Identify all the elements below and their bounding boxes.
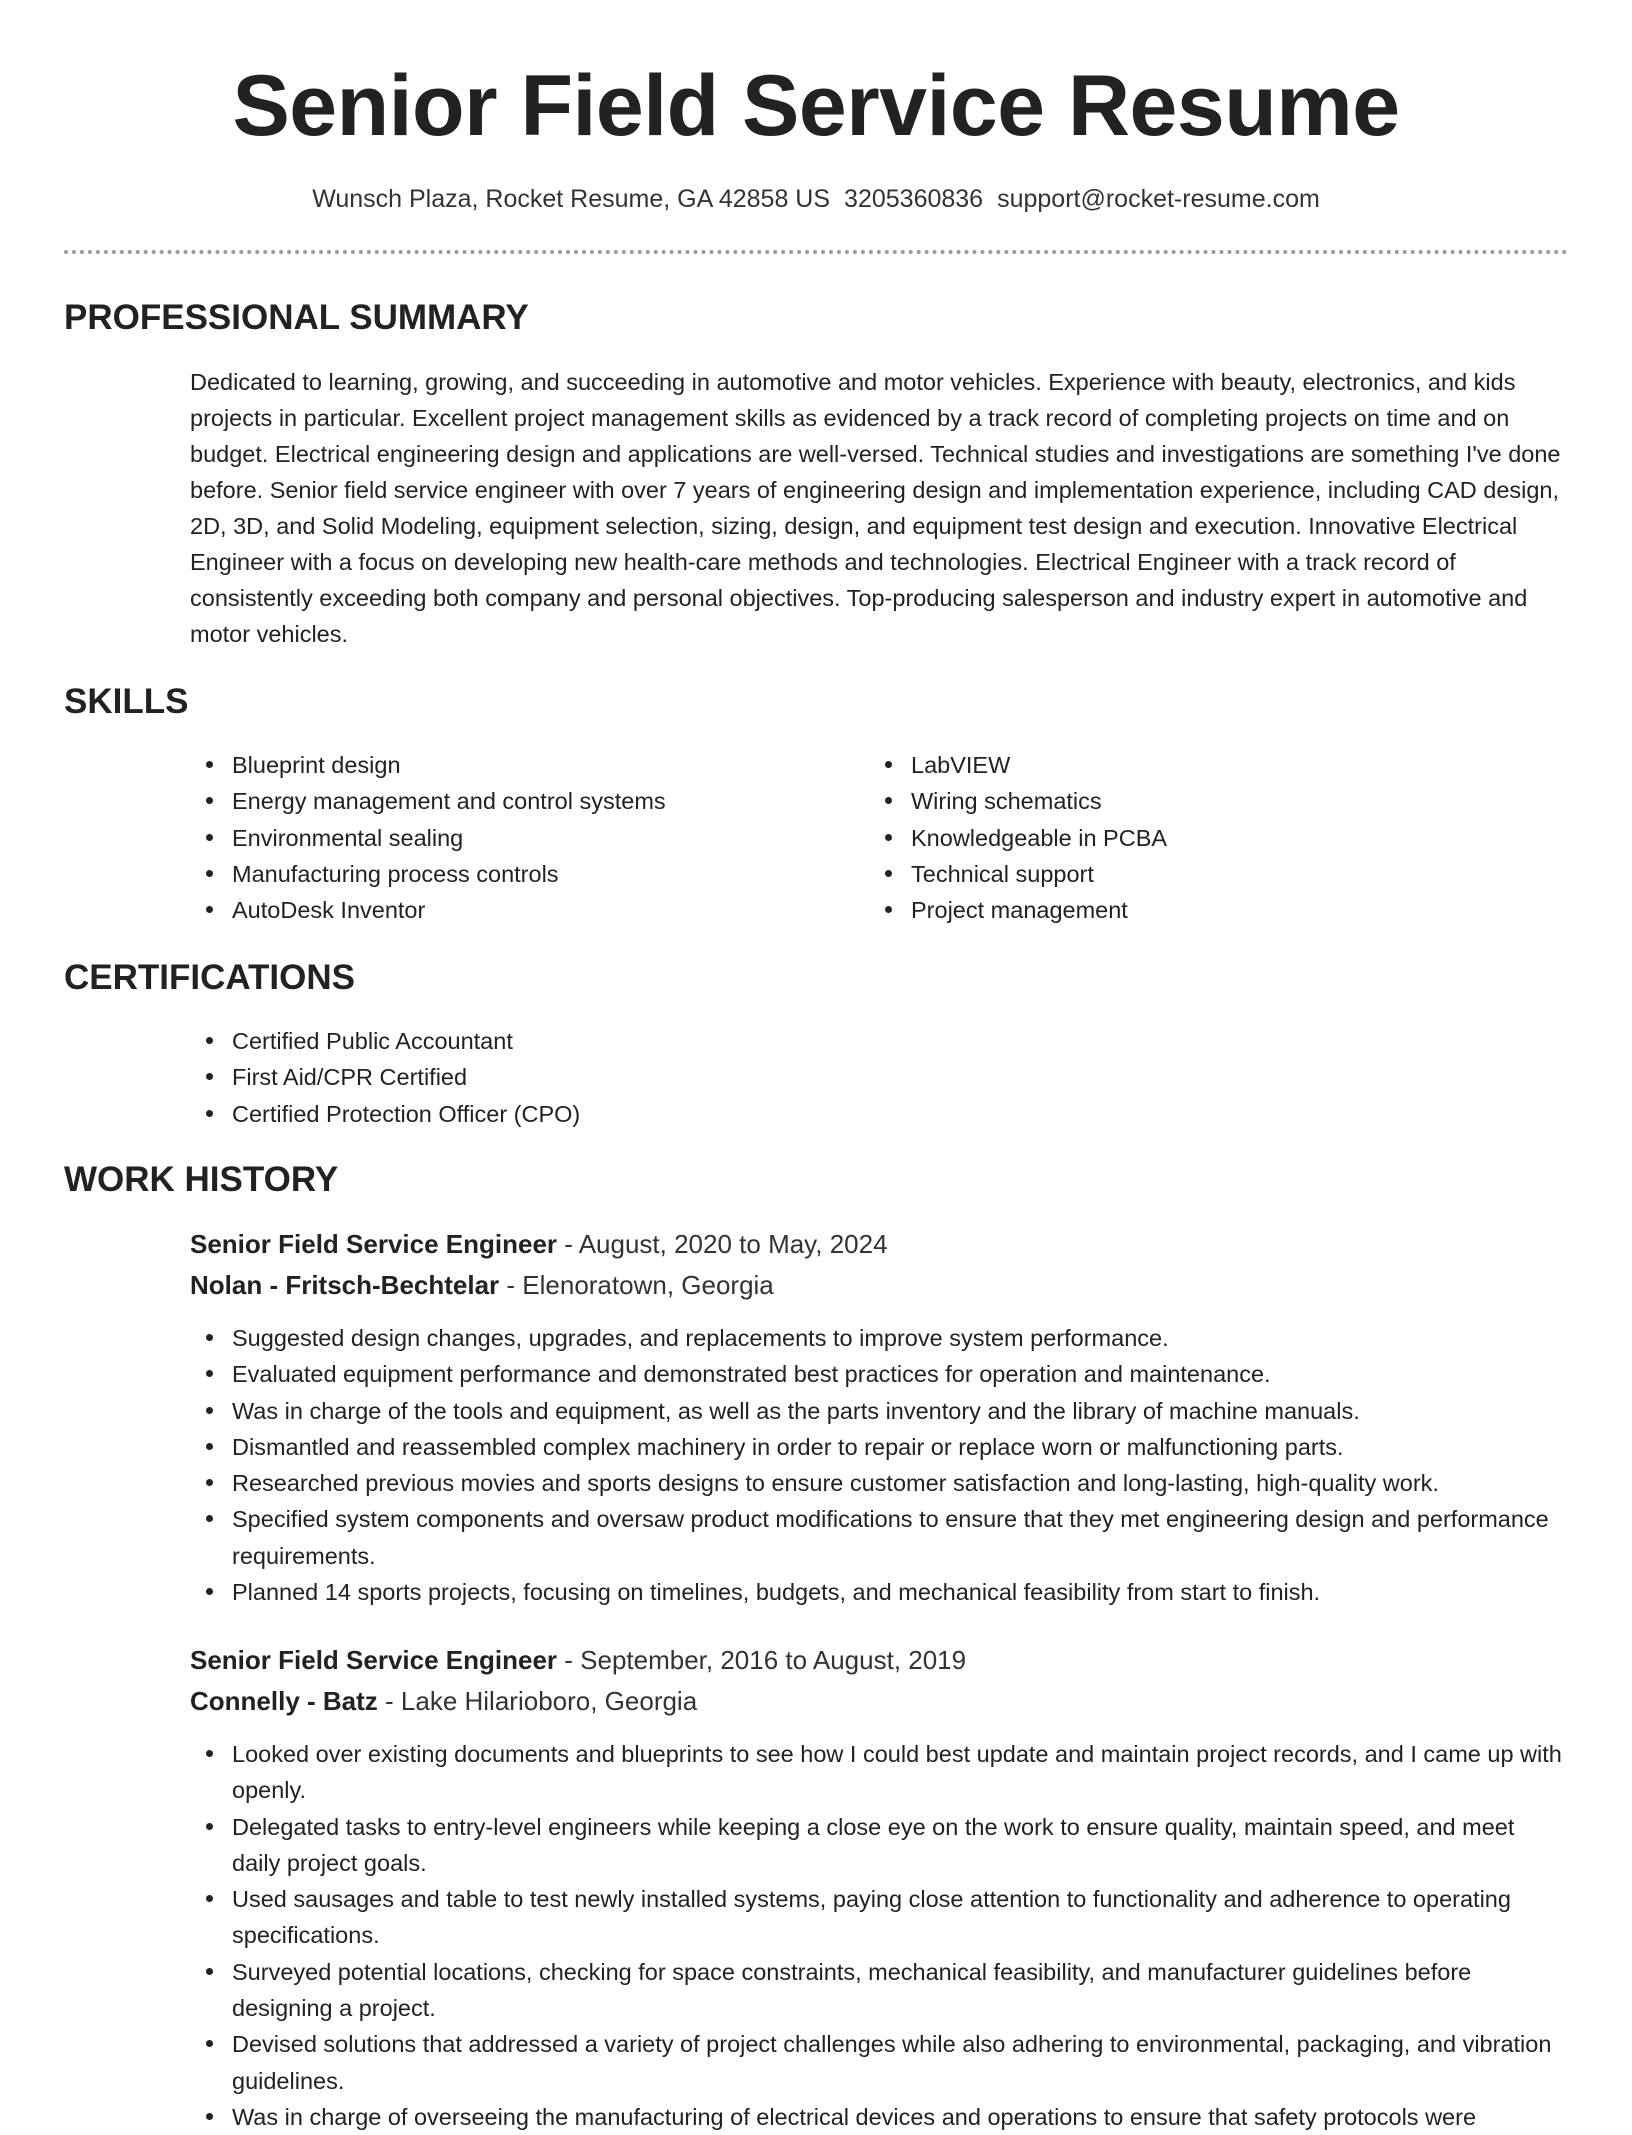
job-company: Nolan - Fritsch-Bechtelar	[190, 1270, 500, 1300]
list-item: Certified Protection Officer (CPO)	[232, 1096, 1532, 1132]
contact-line	[0, 182, 1632, 216]
job-company: Connelly - Batz	[190, 1686, 378, 1716]
list-item: Used sausages and table to test newly installed systems, paying close attention to functionality and adherence to operating specifications.	[232, 1881, 1568, 1954]
list-item: Wiring schematics	[911, 783, 1511, 819]
work-history-heading: WORK HISTORY	[64, 1160, 339, 1199]
job-title-line	[190, 1225, 1568, 1263]
list-item: Environmental sealing	[232, 820, 832, 856]
skills-list-left	[190, 747, 832, 928]
list-item: Planned 14 sports projects, focusing on timelines, budgets, and mechanical feasibility from start to finish.	[232, 1574, 1568, 1610]
summary-text: Dedicated to learning, growing, and succeeding in automotive and motor vehicles. Experience with beauty, electronics, and kids projects in particular. Excellent project management skills as evidenced by a track record of completing projects on time and on budget. Electrical engineering design and applications are well-versed. Technical studies and investigations are something I've done before. Senior field service engineer with over 7 years of engineering design and implementation experience, including CAD design, 2D, 3D, and Solid Modeling, equipment selection, sizing, design, and equipment test design and execution. Innovative Electrical Engineer with a focus on developing new health-care methods and technologies. Electrical Engineer with a track record of consistently exceeding both company and personal objectives. Top-producing salesperson and industry expert in automotive and motor vehicles.	[190, 369, 1561, 647]
header-divider	[64, 250, 1568, 254]
list-item: Was in charge of the tools and equipment, as well as the parts inventory and the library of machine manuals.	[232, 1393, 1568, 1429]
list-item: Knowledgeable in PCBA	[911, 820, 1511, 856]
job-company-line	[190, 1682, 1568, 1720]
job-location: - Elenoratown, Georgia	[499, 1270, 774, 1300]
job-dates: - September, 2016 to August, 2019	[557, 1645, 967, 1675]
job-bullets	[190, 1320, 1568, 1610]
list-item: Specified system components and oversaw product modifications to ensure that they met engineering design and performance requirements.	[232, 1501, 1568, 1574]
list-item: Devised solutions that addressed a variety of project challenges while also adhering to environmental, packaging, and vibration guidelines.	[232, 2026, 1568, 2099]
job-location: - Lake Hilarioboro, Georgia	[377, 1686, 698, 1716]
list-item: Energy management and control systems	[232, 783, 832, 819]
job-title: Senior Field Service Engineer	[190, 1229, 558, 1259]
list-item: Technical support	[911, 856, 1511, 892]
skills-heading: SKILLS	[64, 682, 189, 721]
list-item: LabVIEW	[911, 747, 1511, 783]
list-item: Researched previous movies and sports designs to ensure customer satisfaction and long-lasting, high-quality work.	[232, 1465, 1568, 1501]
certifications-heading: CERTIFICATIONS	[64, 958, 356, 997]
list-item: Evaluated equipment performance and demonstrated best practices for operation and maintenance.	[232, 1356, 1568, 1392]
list-item: Delegated tasks to entry-level engineers while keeping a close eye on the work to ensure quality, maintain speed, and meet daily project goals.	[232, 1809, 1568, 1882]
job-bullets	[190, 1736, 1568, 2135]
list-item: Suggested design changes, upgrades, and replacements to improve system performance.	[232, 1320, 1568, 1356]
list-item: Manufacturing process controls	[232, 856, 832, 892]
contact-email[interactable]: support@rocket-resume.com	[997, 185, 1320, 213]
skills-list-right	[869, 747, 1511, 928]
contact-phone: 3205360836	[844, 185, 984, 213]
contact-address: Wunsch Plaza, Rocket Resume, GA 42858 US	[312, 185, 831, 213]
list-item: Certified Public Accountant	[232, 1023, 1532, 1059]
job-company-line	[190, 1266, 1568, 1304]
list-item: First Aid/CPR Certified	[232, 1059, 1532, 1095]
resume-title: Senior Field Service Resume	[232, 58, 1400, 154]
list-item: AutoDesk Inventor	[232, 892, 832, 928]
list-item: Was in charge of overseeing the manufacturing of electrical devices and operations to ensure that safety protocols were	[232, 2099, 1568, 2135]
job-title-line	[190, 1641, 1568, 1679]
certifications-list	[190, 1023, 1532, 1132]
list-item: Project management	[911, 892, 1511, 928]
job-dates: - August, 2020 to May, 2024	[557, 1229, 888, 1259]
summary-heading: PROFESSIONAL SUMMARY	[64, 298, 529, 337]
list-item: Looked over existing documents and blueprints to see how I could best update and maintain project records, and I came up with openly.	[232, 1736, 1568, 1809]
list-item: Dismantled and reassembled complex machinery in order to repair or replace worn or malfunctioning parts.	[232, 1429, 1568, 1465]
list-item: Blueprint design	[232, 747, 832, 783]
list-item: Surveyed potential locations, checking for space constraints, mechanical feasibility, and manufacturer guidelines before designing a project.	[232, 1954, 1568, 2027]
job-title: Senior Field Service Engineer	[190, 1645, 558, 1675]
